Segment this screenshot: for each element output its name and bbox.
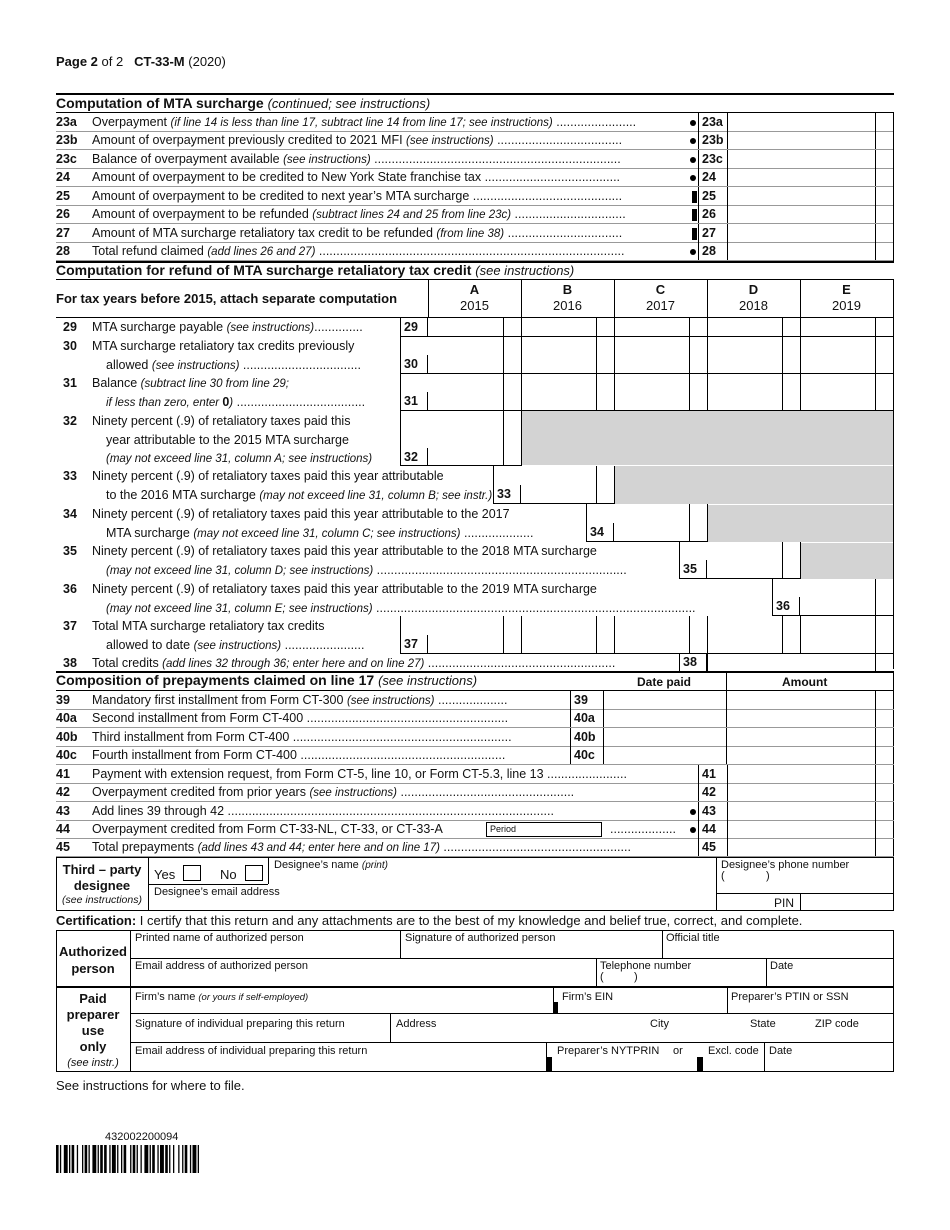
line-box-label: 42 [698, 783, 728, 801]
line-description: Fourth installment from Form CT-400 ........................................................... [92, 748, 506, 762]
line-number: 33 [63, 469, 77, 483]
barcode-bar [85, 1145, 88, 1173]
barcode-bar [169, 1145, 170, 1173]
line-number: 36 [63, 582, 77, 596]
nytprin-marker [546, 1057, 552, 1072]
barcode-bar [173, 1145, 174, 1173]
preparer-address-input[interactable] [396, 1029, 890, 1041]
square-marker [692, 209, 697, 221]
shaded-area [708, 505, 893, 542]
barcode-bar [104, 1145, 107, 1173]
amount-input-45[interactable] [729, 838, 875, 856]
barcode-bar [92, 1145, 96, 1173]
amount-input-43[interactable] [729, 802, 875, 820]
line-description: (may not exceed line 31, column D; see instructions) ........................................................................ [106, 562, 627, 577]
bullet-marker [690, 175, 696, 181]
shaded-area [801, 543, 893, 579]
state-label: State [750, 1018, 776, 1030]
line-number: 25 [56, 189, 70, 203]
line-number: 23b [56, 133, 78, 147]
line-box-label: 35 [679, 560, 707, 578]
nytprin-label: Preparer’s NYTPRIN [557, 1045, 660, 1057]
preparer-signature-input[interactable] [135, 1029, 385, 1041]
barcode-bar [89, 1145, 90, 1173]
cell-input-e[interactable] [801, 317, 875, 336]
line-box-label: 36 [772, 597, 800, 615]
period-input[interactable]: Period [486, 822, 602, 837]
barcode-bar [109, 1145, 110, 1173]
telephone-input[interactable] [606, 972, 762, 985]
line-description: Ninety percent (.9) of retaliatory taxes paid this year attributable to the 2019 MTA surcharge [92, 582, 597, 596]
page-number: Page 2 [56, 54, 98, 69]
line-number: 44 [56, 822, 70, 836]
cell-input-e[interactable] [801, 373, 875, 411]
certification-statement: Certification: I certify that this return and any attachments are to the best of my knowledge and belief true, correct, and complete. [56, 913, 803, 928]
designee-name-input[interactable] [272, 871, 712, 884]
barcode-bar [69, 1145, 70, 1173]
pin-label: PIN [774, 896, 795, 910]
line-box-label: 40c [570, 746, 604, 764]
bullet-marker [690, 157, 696, 163]
line-number: 45 [56, 840, 70, 854]
cell-input-d[interactable] [708, 336, 782, 374]
page-of: of 2 [101, 54, 124, 69]
or-label: or [673, 1045, 683, 1057]
separate-computation-note: For tax years before 2015, attach separate computation [56, 291, 398, 306]
total-credits-input[interactable] [708, 653, 893, 671]
telephone-label: Telephone number [600, 960, 692, 972]
column-header-b: B 2016 [553, 282, 582, 313]
firm-name-label: Firm’s name (or yours if self-employed) [135, 991, 309, 1003]
line-number: 40a [56, 711, 77, 725]
line-description: allowed (see instructions) .................................. [106, 357, 361, 372]
line-box-label: 23c [698, 150, 728, 168]
line-description: Amount of MTA surcharge retaliatory tax credit to be refunded (from line 38) ................................. [92, 226, 623, 240]
line-row-26 [56, 205, 696, 223]
line-description: Ninety percent (.9) of retaliatory taxes paid this year attributable to the 2018 MTA surcharge [92, 544, 597, 558]
line-row-28 [56, 242, 696, 260]
amount-input-39[interactable] [728, 691, 874, 709]
amount-input-40a[interactable] [728, 709, 874, 727]
section-title-prepayments: Composition of prepayments claimed on line 17 (see instructions) [56, 672, 478, 688]
ein-marker [553, 1002, 558, 1013]
barcode-bar [198, 1145, 199, 1173]
amount-input-23b[interactable] [729, 131, 875, 149]
line-number: 43 [56, 804, 70, 818]
auth-date-label: Date [770, 960, 794, 972]
bullet-marker [690, 827, 696, 833]
line-box-label: 30 [400, 355, 428, 373]
line-description: Amount of overpayment to be credited to New York State franchise tax ....................................... [92, 170, 621, 184]
line-description: (may not exceed line 31, column E; see instructions) ............................................................................................ [106, 600, 696, 615]
line-description: Second installment from Form CT-400 .......................................................... [92, 711, 509, 725]
line-description: Total prepayments (add lines 43 and 44; enter here and on line 17) ...................................................... [92, 840, 631, 854]
authorized-title: Authorized person [59, 944, 127, 976]
column-header-c: C 2017 [646, 282, 675, 313]
cell-input-a[interactable] [429, 616, 503, 654]
line-number: 40b [56, 730, 78, 744]
barcode-bar [152, 1145, 155, 1173]
page-header [56, 54, 226, 69]
line-number: 34 [63, 507, 77, 521]
preparer-email-input[interactable] [135, 1057, 539, 1070]
barcode-bar [56, 1145, 59, 1173]
line-number: 38 [63, 656, 77, 670]
square-marker [692, 191, 697, 203]
line-description: (may not exceed line 31, column A; see instructions) [106, 453, 373, 465]
barcode-bar [144, 1145, 148, 1173]
line-description: Balance (subtract line 30 from line 29; [92, 376, 289, 390]
barcode-bar [98, 1145, 99, 1173]
line-description: Mandatory first installment from Form CT-300 (see instructions) .................... [92, 693, 508, 707]
line-description: MTA surcharge (may not exceed line 31, column C; see instructions) .................... [106, 525, 534, 540]
line-number: 35 [63, 544, 77, 558]
barcode-bar [193, 1145, 197, 1173]
line-box-label: 41 [698, 765, 728, 783]
line-number: 23a [56, 115, 77, 129]
line-box-label: 33 [493, 485, 521, 503]
address-label: Address [396, 1018, 437, 1030]
section-title-refund-retaliatory: Computation for refund of MTA surcharge retaliatory tax credit (see instructions) [56, 262, 575, 278]
preparer-email-label: Email address of individual preparing this return [135, 1045, 368, 1057]
amount-input-40b[interactable] [728, 728, 874, 746]
date-paid-input-40b[interactable] [606, 728, 726, 746]
line-box-label: 43 [698, 802, 728, 820]
line-description: Total credits (add lines 32 through 36; enter here and on line 27) ...................................................... [92, 656, 616, 670]
cell-input-b[interactable] [522, 336, 596, 374]
barcode-bar [165, 1145, 168, 1173]
printed-name-label: Printed name of authorized person [135, 932, 304, 944]
auth-email-input[interactable] [135, 972, 591, 985]
line-description: Total MTA surcharge retaliatory tax credits [92, 619, 325, 633]
cell-input-d[interactable] [708, 317, 782, 336]
amount-input-28[interactable] [729, 242, 875, 260]
designee-email-label: Designee’s email address [154, 886, 280, 898]
cell-input-d[interactable] [708, 373, 782, 411]
line-description: Overpayment (if line 14 is less than line 17, subtract line 14 from line 17; see instructions) ....................... [92, 115, 637, 129]
preparer-date-input[interactable] [769, 1057, 889, 1070]
firm-ein-label: Firm’s EIN [562, 991, 614, 1003]
line-number: 26 [56, 207, 70, 221]
cell-input-d[interactable] [708, 542, 782, 579]
amount-header: Amount [782, 675, 828, 689]
line-box-label: 28 [698, 242, 728, 260]
line-number: 40c [56, 748, 77, 762]
line-row-23c [56, 150, 696, 168]
ptin-input[interactable] [731, 1000, 891, 1012]
excl-code-label: Excl. code [708, 1045, 759, 1057]
line-row-39 [56, 691, 566, 709]
barcode-bar [60, 1145, 61, 1173]
line-row-25 [56, 187, 696, 205]
line-box-label: 25 [698, 187, 728, 205]
barcode-bar [182, 1145, 183, 1173]
amount-input-42[interactable] [729, 783, 875, 801]
line-box-label: 38 [679, 653, 707, 671]
shaded-area [615, 466, 893, 504]
line-description: Overpayment credited from prior years (see instructions) .................................................. [92, 785, 575, 799]
designee-email-input[interactable] [154, 897, 714, 909]
line-description: to the 2016 MTA surcharge (may not exceed line 31, column B; see instr.) [106, 487, 493, 502]
line-box-label: 26 [698, 205, 728, 223]
firm-ein-input[interactable] [562, 1000, 722, 1012]
official-title-input[interactable] [666, 944, 890, 957]
line-box-label: 29 [400, 318, 428, 336]
cell-input-c[interactable] [615, 616, 689, 654]
barcode-bar [121, 1145, 122, 1173]
ptin-label: Preparer’s PTIN or SSN [731, 991, 849, 1003]
preparer-date-label: Date [769, 1045, 793, 1057]
barcode-bar [133, 1145, 136, 1173]
line-number: 37 [63, 619, 77, 633]
no-label: No [220, 867, 237, 882]
barcode-bar [190, 1145, 191, 1173]
firm-name-input[interactable] [135, 1000, 547, 1012]
form-id: CT-33-M [134, 54, 185, 69]
cell-input-c[interactable] [615, 317, 689, 336]
barcode-bar [117, 1145, 118, 1173]
cell-input-b[interactable] [522, 466, 596, 504]
amount-input-40c[interactable] [728, 746, 874, 764]
line-box-label: 45 [698, 838, 728, 856]
official-title-label: Official title [666, 932, 720, 944]
line-box-label: 40a [570, 709, 604, 727]
line-box-label: 34 [586, 523, 614, 541]
barcode-number: 432002200094 [105, 1131, 179, 1143]
line-description: Payment with extension request, from Form CT-5, line 10, or Form CT-5.3, line 13 ....................... [92, 767, 627, 781]
line-row-41 [56, 765, 696, 783]
line-row-23a [56, 113, 696, 131]
preparer-signature-label: Signature of individual preparing this return [135, 1018, 345, 1030]
line-description: Balance of overpayment available (see instructions) ....................................................................... [92, 152, 621, 166]
amount-input-44[interactable] [729, 820, 875, 838]
zip-label: ZIP code [815, 1018, 859, 1030]
where-to-file-note: See instructions for where to file. [56, 1078, 245, 1093]
line-box-label: 37 [400, 635, 428, 653]
column-header-e: E 2019 [832, 282, 861, 313]
line-44-dots: ................... [610, 822, 676, 836]
cell-input-a[interactable] [429, 336, 503, 374]
bullet-marker [690, 138, 696, 144]
line-number: 41 [56, 767, 70, 781]
designee-phone-input[interactable] [728, 871, 888, 883]
cell-input-c[interactable] [615, 373, 689, 411]
date-paid-input-40a[interactable] [606, 709, 726, 727]
form-year: (2020) [188, 54, 226, 69]
amount-input-41[interactable] [729, 765, 875, 783]
line-number: 28 [56, 244, 70, 258]
amount-input-23c[interactable] [729, 150, 875, 168]
barcode-bar [77, 1145, 78, 1173]
line-description: Third installment from Form CT-400 ............................................................... [92, 730, 512, 744]
line-row-43 [56, 802, 696, 820]
line-row-23b [56, 131, 696, 149]
printed-name-input[interactable] [135, 944, 395, 957]
square-marker [692, 228, 697, 240]
preparer-title: Paid preparer use only (see instr.) [66, 991, 120, 1069]
barcode-bar [124, 1145, 127, 1173]
line-description: year attributable to the 2015 MTA surcharge [106, 432, 349, 447]
line-number: 24 [56, 170, 70, 184]
line-description: Ninety percent (.9) of retaliatory taxes paid this [92, 414, 351, 428]
shaded-area [522, 411, 893, 465]
cell-input-d[interactable] [708, 616, 782, 654]
barcode-bar [82, 1145, 83, 1173]
line-row-40a [56, 709, 566, 727]
barcode-bar [185, 1145, 188, 1173]
yes-label: Yes [154, 867, 176, 882]
barcode-bar [141, 1145, 142, 1173]
barcode-bar [178, 1145, 179, 1173]
barcode-bar [150, 1145, 151, 1173]
line-number: 29 [63, 320, 77, 334]
line-description: Amount of overpayment to be refunded (subtract lines 24 and 25 from line 23c) ................................ [92, 207, 626, 221]
cell-input-e[interactable] [801, 616, 875, 654]
bullet-marker [690, 120, 696, 126]
designee-name-label: Designee’s name (print) [274, 859, 388, 871]
cell-input-a[interactable] [429, 373, 503, 411]
line-box-label: 32 [400, 448, 428, 466]
line-box-label: 23a [698, 113, 728, 131]
barcode-bar [72, 1145, 75, 1173]
barcode-bar [130, 1145, 131, 1173]
amount-input-24[interactable] [729, 168, 875, 186]
date-paid-header: Date paid [637, 675, 692, 689]
excl-marker [697, 1057, 703, 1072]
cell-input-b[interactable] [522, 616, 596, 654]
line-row-40c [56, 746, 566, 764]
cell-input-e[interactable] [801, 579, 875, 616]
line-description: Total refund claimed (add lines 26 and 27) ........................................................................................ [92, 244, 625, 258]
section-title-mta-surcharge: Computation of MTA surcharge (continued; see instructions) [56, 95, 431, 111]
date-paid-input-40c[interactable] [606, 746, 726, 764]
barcode-bar [137, 1145, 138, 1173]
line-row-40b [56, 728, 566, 746]
barcode-bar [100, 1145, 103, 1173]
line-description: MTA surcharge payable (see instructions).............. [92, 320, 363, 334]
line-number: 27 [56, 226, 70, 240]
designee-phone-label: Designee’s phone number [721, 859, 850, 871]
barcode-bar [157, 1145, 158, 1173]
line-description: allowed to date (see instructions) ....................... [106, 637, 365, 652]
signature-label: Signature of authorized person [405, 932, 556, 944]
line-description: Ninety percent (.9) of retaliatory taxes paid this year attributable to the 2017 [92, 507, 510, 521]
barcode-bar [160, 1145, 164, 1173]
designee-yes-checkbox[interactable] [183, 865, 201, 881]
barcode-image [56, 1145, 240, 1173]
cell-input-b[interactable] [522, 317, 596, 336]
amount-input-23a[interactable] [729, 113, 875, 131]
pin-input[interactable] [802, 895, 892, 910]
line-description: Overpayment credited from Form CT-33-NL, CT-33, or CT-33-A [92, 822, 443, 836]
line-box-label: 24 [698, 168, 728, 186]
amount-input-25[interactable] [729, 187, 875, 205]
line-description: Amount of overpayment to be credited to next year’s MTA surcharge ........................................... [92, 189, 623, 203]
line-number: 32 [63, 414, 77, 428]
designee-no-checkbox[interactable] [245, 865, 263, 881]
city-label: City [650, 1018, 669, 1030]
cell-input-c[interactable] [615, 504, 689, 542]
column-header-d: D 2018 [739, 282, 768, 313]
line-description: MTA surcharge retaliatory tax credits previously [92, 339, 355, 353]
line-row-45 [56, 838, 696, 856]
line-description: Ninety percent (.9) of retaliatory taxes paid this year attributable [92, 469, 444, 483]
column-header-a: A 2015 [460, 282, 489, 313]
barcode-bar [64, 1145, 68, 1173]
line-row-24 [56, 168, 696, 186]
cell-input-a[interactable] [429, 317, 503, 336]
line-box-label: 39 [570, 691, 604, 709]
line-row-42 [56, 783, 696, 801]
line-description: Amount of overpayment previously credited to 2021 MFI (see instructions) .................................... [92, 133, 623, 147]
line-number: 42 [56, 785, 70, 799]
line-row-27 [56, 224, 696, 242]
amount-input-26[interactable] [729, 205, 875, 223]
line-description: if less than zero, enter 0) ..................................... [106, 394, 366, 409]
line-description: Add lines 39 through 42 .............................................................................................. [92, 804, 554, 818]
auth-email-label: Email address of authorized person [135, 960, 309, 972]
cell-input-b[interactable] [522, 373, 596, 411]
amount-input-27[interactable] [729, 224, 875, 242]
bullet-marker [690, 809, 696, 815]
designee-title: Third – party designee (see instructions) [62, 862, 142, 906]
barcode-bar [112, 1145, 116, 1173]
bullet-marker [690, 249, 696, 255]
cell-input-a[interactable] [429, 410, 503, 466]
auth-date-input[interactable] [770, 972, 890, 985]
line-number: 30 [63, 339, 77, 353]
line-number: 31 [63, 376, 77, 390]
line-number: 39 [56, 693, 70, 707]
line-box-label: 31 [400, 392, 428, 410]
line-box-label: 27 [698, 224, 728, 242]
line-number: 23c [56, 152, 77, 166]
cell-input-c[interactable] [615, 336, 689, 374]
cell-input-e[interactable] [801, 336, 875, 374]
signature-input[interactable] [405, 944, 657, 957]
line-box-label: 40b [570, 728, 604, 746]
line-box-label: 23b [698, 131, 728, 149]
line-box-label: 44 [698, 820, 728, 838]
date-paid-input-39[interactable] [606, 691, 726, 709]
